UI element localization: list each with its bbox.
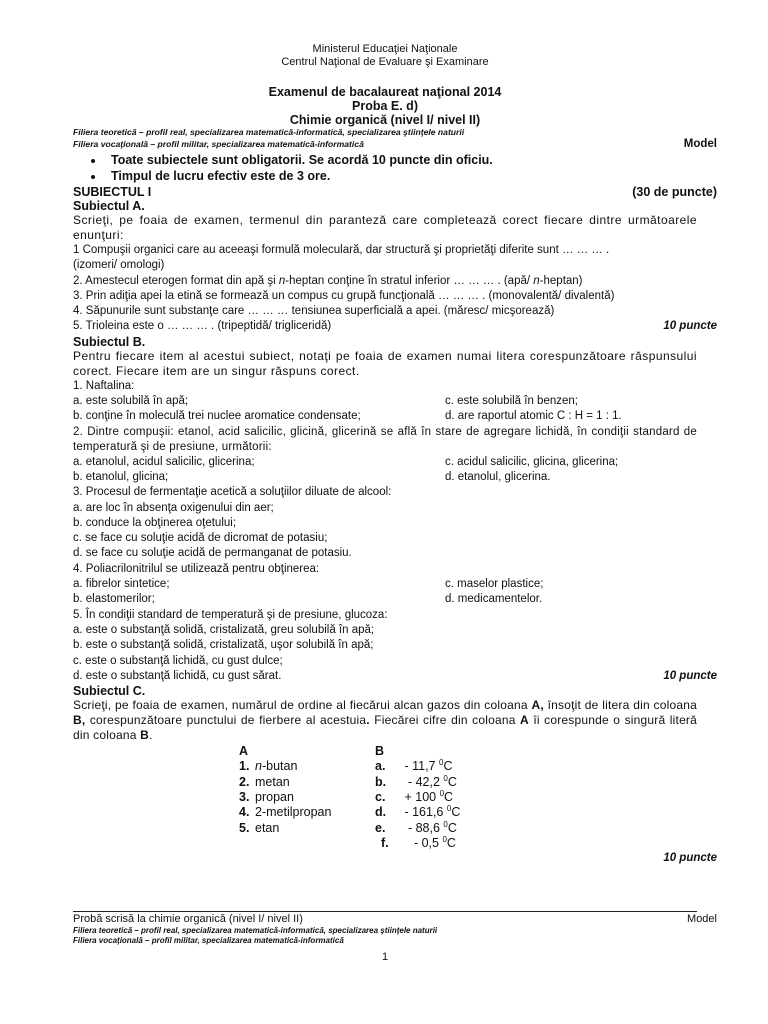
option: b. elastomerilor; — [73, 593, 155, 606]
column-a-item: 4. 2-metilpropan — [239, 805, 332, 820]
rule-item: • Timpul de lucru efectiv este de 3 ore. — [105, 168, 697, 184]
subiect-b-intro: Pentru fiecare item al acestui subiect, notaţi pe foaia de examen numai litera corespunzătoare răspunsului corect. Fiecare item are un singur răspuns corect. — [73, 348, 697, 378]
column-b-item: d. - 161,6 $^0$C — [375, 804, 461, 820]
subiect-b-title: Subiectul B. — [73, 334, 146, 349]
filiera-row — [73, 138, 717, 150]
option: c. este o substanţă lichidă, cu gust dulce; — [73, 654, 283, 667]
column-b-item: b. - 42,2 $^0$C — [375, 773, 457, 789]
footer-filiera-teoretica: Filiera teoretică – profil real, specializarea matematică-informatică, specializarea ştiinţele naturii — [73, 926, 438, 935]
subiect-b-points: 10 puncte — [663, 669, 717, 682]
options-row — [73, 470, 697, 485]
item-a2: 2. Amestecul eterogen format din apă şi n-heptan conţine în stratul inferior … … … . (apă/ n-heptan) — [73, 274, 583, 287]
footer-model: Model — [687, 913, 717, 925]
option: d. medicamentelor. — [445, 593, 543, 606]
footer-filiera-vocationala: Filiera vocaţională – profil militar, specializarea matematică-informatică — [73, 936, 344, 945]
question-b3: 3. Procesul de fermentaţie acetică a soluţiilor diluate de alcool: — [73, 486, 392, 499]
rules-list — [73, 152, 697, 184]
column-a-header: A — [239, 744, 249, 759]
column-b-item: e. - 88,6 $^0$C — [375, 819, 457, 835]
subiect-a-points: 10 puncte — [663, 320, 717, 333]
option: a. este solubilă în apă; — [73, 395, 189, 408]
item-a1-options: (izomeri/ omologi) — [73, 259, 165, 272]
option: a. fibrelor sintetice; — [73, 578, 170, 591]
exam-page — [73, 0, 717, 865]
column-b-item: c. + 100 $^0$C — [375, 789, 454, 805]
ministry-name: Ministerul Educaţiei Naţionale — [312, 43, 458, 55]
footer-divider — [73, 911, 697, 912]
footer-row — [73, 913, 717, 926]
subiect-c-points: 10 puncte — [663, 852, 717, 865]
model-label: Model — [683, 138, 717, 150]
subiect-c-intro: Scrieţi, pe foaia de examen, numărul de ordine al fiecărui alcan gazos din coloana A, însoţit de litera din coloana B, corespunzătoare punctului de fierbere al acestuia. Fiecărei cifre din coloana A îi corespunde o singură literă din coloana B. — [73, 698, 698, 743]
item-a5: 5. Trioleina este o … … … . (tripeptidă/ trigliceridă) — [73, 320, 332, 333]
options-row — [73, 577, 697, 592]
option: d. etanolul, glicerina. — [445, 470, 551, 483]
page-footer — [73, 913, 717, 963]
option: a. este o substanţă solidă, cristalizată, greu solubilă în apă; — [73, 623, 375, 636]
subiect-a-title: Subiectul A. — [73, 199, 145, 213]
section-heading — [73, 185, 717, 199]
column-a-item: 3. propan — [239, 790, 294, 805]
question-b1: 1. Naftalina: — [73, 379, 135, 392]
option: c. se face cu soluţie acidă de dicromat de potasiu; — [73, 532, 328, 545]
option: c. acidul salicilic, glicina, glicerina; — [445, 455, 619, 468]
filiera-vocationala: Filiera vocaţională – profil militar, specializarea matematică-informatică — [73, 139, 364, 149]
question-b4: 4. Poliacrilonitrilul se utilizează pentru obţinerea: — [73, 562, 320, 575]
option: b. este o substanţă solidă, cristalizată, uşor solubilă în apă; — [73, 639, 374, 652]
option: b. conţine în moleculă trei nuclee aromatice condensate; — [73, 410, 361, 423]
exam-proba: Proba E. d) — [352, 99, 418, 113]
center-name: Centrul Naţional de Evaluare şi Examinare — [281, 56, 489, 68]
column-a-item: 2. metan — [239, 774, 290, 789]
option: c. maselor plastice; — [445, 578, 544, 591]
option: b. conduce la obţinerea oţetului; — [73, 516, 237, 529]
exam-subject: Chimie organică (nivel I/ nivel II) — [289, 113, 481, 127]
column-b — [375, 744, 460, 851]
question-b5-last-row — [73, 669, 717, 684]
column-b-header: B — [375, 744, 385, 759]
option: d. este o substanţă lichidă, cu gust sărat. — [73, 669, 282, 682]
item-a4: 4. Săpunurile sunt substanţe care … … … tensiunea superficială a apei. (măresc/ micşorează) — [73, 305, 555, 318]
option: d. are raportul atomic C : H = 1 : 1. — [445, 410, 622, 423]
subiect-c-title: Subiectul C. — [73, 684, 146, 699]
item-a3: 3. Prin adiţia apei la etină se formează un compus cu grupă funcţională … … … . (monovalentă/ divalentă) — [73, 289, 615, 302]
matching-table — [73, 744, 697, 852]
options-row — [73, 455, 697, 470]
page-number: 1 — [381, 951, 389, 963]
section-title: SUBIECTUL I — [73, 185, 152, 199]
option: c. este solubilă în benzen; — [445, 395, 578, 408]
column-a — [239, 744, 331, 836]
options-row — [73, 409, 697, 424]
footer-title: Probă scrisă la chimie organică (nivel I/ nivel II) — [73, 913, 303, 925]
column-a-item: 5. etan — [239, 820, 280, 835]
column-a-item: 1. n-butan — [239, 759, 298, 774]
options-row — [73, 394, 697, 409]
item-a5-row — [73, 319, 717, 334]
item-a1: 1 Compuşii organici care au aceeaşi formulă moleculară, dar structură şi proprietăţi diferite sunt … … … . — [73, 244, 610, 256]
filiera-teoretica: Filiera teoretică – profil real, specializarea matematică-informatică, specializarea ştiinţele naturii — [73, 127, 465, 137]
exam-title: Examenul de bacalaureat naţional 2014 — [268, 85, 502, 99]
column-b-item: a. - 11,7 $^0$C — [375, 758, 453, 774]
option: b. etanolul, glicina; — [73, 470, 169, 483]
question-b2: 2. Dintre compuşii: etanol, acid salicilic, glicină, glicerină se află în stare de agregare lichidă, în condiţii standard de temperatură şi de presiune, următorii: — [73, 425, 697, 453]
column-b-item: f. - 0,5 $^0$C — [381, 834, 456, 850]
question-b5: 5. În condiţii standard de temperatură şi de presiune, glucoza: — [73, 608, 388, 621]
option: d. se face cu soluţie acidă de permanganat de potasiu. — [73, 547, 352, 560]
options-row — [73, 592, 697, 607]
option: a. are loc în absenţa oxigenului din aer; — [73, 501, 274, 514]
option: a. etanolul, acidul salicilic, glicerina; — [73, 455, 255, 468]
subiect-a-intro: Scrieţi, pe foaia de examen, termenul din paranteză care completează corect fiecare dintre următoarele enunţuri: — [73, 213, 697, 242]
rule-item: • Toate subiectele sunt obligatorii. Se acordă 10 puncte din oficiu. — [105, 152, 697, 168]
section-points: (30 de puncte) — [632, 185, 717, 199]
